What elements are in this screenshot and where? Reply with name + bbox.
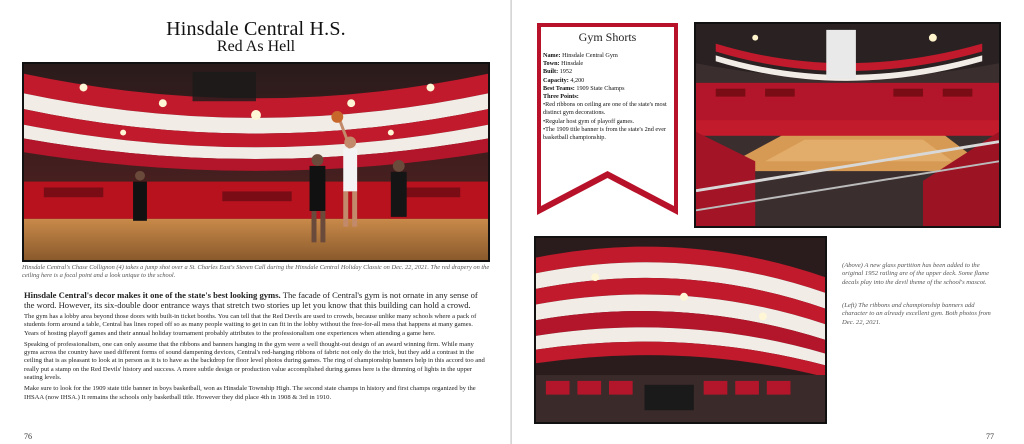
gym-shorts-box xyxy=(536,22,679,216)
point-1: •Red ribbons on ceiling are one of the state's most distinct gym decorations. xyxy=(543,101,667,117)
body-paragraph-2: Speaking of professionalism, one can only assume that the ribbons and banners hanging in the gym were a well thought-out design of an award winning firm. While many gyms across the country have used different forms of sound dampening devices, Central's red-hanging ribbons of fabric not only do the trick, but they add a contrast in the ceiling that is as pleasant to look at in person as it is to have as the backdrop for floor level photos during games. The ring of championship banners help in this accord too and really put a stamp on the Red Devils' history and success. A more subtle design or production value accomplished during games here is the dimming of lights in the upper seating levels. xyxy=(24,340,485,382)
fact-built: Built: 1952 xyxy=(543,68,573,76)
body-paragraph-3: Make sure to look for the 1909 state title banner in boys basketball, won as Hinsdale Township High. The second state champs in history and first champs organized by the IHSAA (now IHSA.) It remains the schools only basketball title. However they did place 4th in 1908 & 3rd in 1910. xyxy=(24,385,476,401)
main-game-photo-art xyxy=(24,64,488,260)
ribbon-ceiling-photo xyxy=(534,236,827,424)
point-2: •Regular host gym of playoff games. xyxy=(543,117,635,125)
lead-bold-sentence: Hinsdale Central's decor makes it one of the state's best looking gyms. xyxy=(24,290,281,300)
point-3: •The 1909 title banner is from the state's 2nd ever basketball championship. xyxy=(543,125,667,142)
caption-left-photo: (Left) The ribbons and championship banners add character to an already excellent gym. Both photos from Dec. 22, 2021. xyxy=(842,302,991,326)
upper-deck-photo-art xyxy=(696,24,999,226)
article-body xyxy=(24,290,488,405)
fact-capacity: Capacity: 4,200 xyxy=(543,76,585,84)
upper-deck-photo xyxy=(694,22,1001,228)
fact-best-teams: Best Teams: 1909 State Champs xyxy=(543,84,625,92)
lead-paragraph xyxy=(24,290,488,310)
fact-town: Town: Hinsdale xyxy=(543,60,584,68)
page-number-right: 77 xyxy=(986,432,994,441)
main-photo-caption: Hinsdale Central's Chase Collignon (4) takes a jump shot over a St. Charles East's Steven Call during the Hinsdale Central Holiday Classic on Dec. 22, 2021. The red drapery on the ceiling here is a focal point and a look unique to the school. xyxy=(22,264,490,279)
gym-facts xyxy=(543,52,676,142)
fact-three-points: Three Points: xyxy=(543,93,579,101)
body-paragraph-1: The gym has a lobby area beyond those doors with built-in ticket booths. You can tell that the Red Devils are used to crowds, because unlike many schools where a pack of students form around a table, Central has lines roped off so as many people waiting to get in can fit in the lobby without the free-for-all mess that happens at many games. Years of hosting playoff games and their annual holiday tournament probably attributes to the professionalism one experiences when attending a game here. xyxy=(24,313,477,337)
caption-above-photo: (Above) A new glass partition has been added to the original 1952 railing are of the upper deck. Some flame decals play into the devil theme of the school's mascot. xyxy=(842,262,989,286)
page-title: Hinsdale Central H.S. xyxy=(166,18,346,40)
page-number-left: 76 xyxy=(24,432,32,441)
fact-name: Name: Hinsdale Central Gym xyxy=(543,52,618,59)
page-subtitle: Red As Hell xyxy=(216,38,296,55)
main-game-photo xyxy=(22,62,490,262)
ribbon-ceiling-photo-art xyxy=(536,238,825,422)
lead-rest: The facade of Central's gym is not ornate in any sense of the word. However, its six-double door entrance ways that stretch two stories up let you know that this building can hold a crowd. xyxy=(24,290,478,310)
gym-shorts-title: Gym Shorts xyxy=(578,30,637,44)
